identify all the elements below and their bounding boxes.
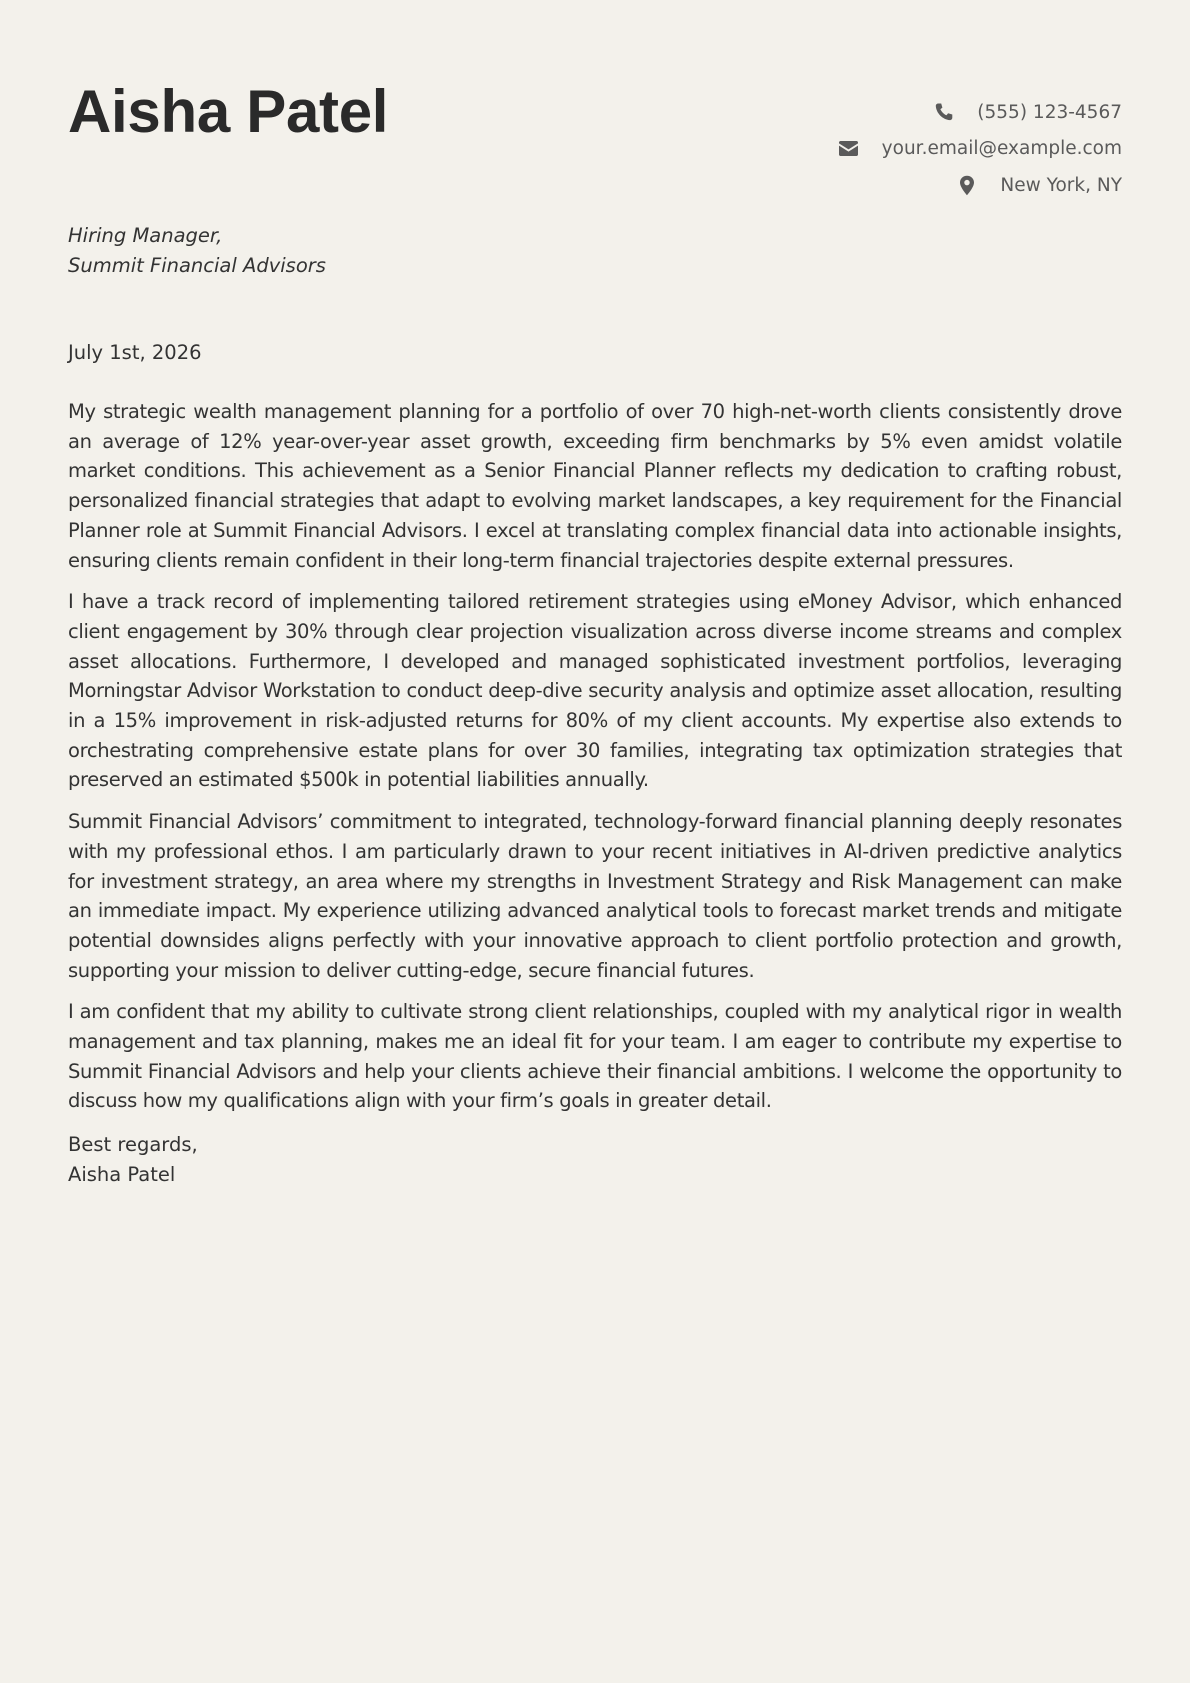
body-paragraph-4: I am confident that my ability to cultivate strong client relationships, coupled with my analytical rigor in wealth management and tax planning, makes me an ideal fit for your team. I am eager to contribute my expertise to Summit Financial Advisors and help your clients achieve their financial ambitions. I welcome the opportunity to discuss how my qualifications align with your firm’s goals in greater detail. <box>68 1000 1122 1113</box>
letter-closing <box>68 1130 1122 1189</box>
phone-number[interactable]: (555) 123-4567 <box>977 101 1122 123</box>
body-paragraph-2: I have a track record of implementing tailored retirement strategies using eMoney Advisor, which enhanced client engagement by 30% through clear projection visualization across diverse income streams and complex asset allocations. Furthermore, I developed and managed sophisticated investment portfolios, leveraging Morningstar Advisor Workstation to conduct deep-dive security analysis and optimize asset allocation, resulting in a 15% improvement in risk-adjusted returns for 80% of my client accounts. My expertise also extends to orchestrating comprehensive estate plans for over 30 families, integrating tax optimization strategies that preserved an estimated $500k in potential liabilities annually. <box>68 590 1122 792</box>
map-pin-icon <box>956 174 978 196</box>
envelope-icon <box>838 138 860 160</box>
recipient-title: Hiring Manager, <box>68 224 223 247</box>
contact-email <box>702 131 1122 168</box>
letter-body <box>68 397 1122 1116</box>
recipient-company: Summit Financial Advisors <box>68 254 326 277</box>
phone-icon <box>933 101 955 123</box>
contact-location <box>702 167 1122 204</box>
applicant-name: Aisha Patel <box>68 78 389 145</box>
letter-date: July 1st, 2026 <box>68 341 202 364</box>
closing-salutation: Best regards, <box>68 1133 198 1157</box>
contact-block <box>702 94 1122 204</box>
closing-signature: Aisha Patel <box>68 1162 176 1186</box>
recipient-block <box>68 221 1122 281</box>
email-address[interactable]: your.email@example.com <box>881 138 1122 160</box>
letter-header <box>68 0 1122 210</box>
body-paragraph-3: Summit Financial Advisors’ commitment to integrated, technology-forward financial planning deeply resonates with my professional ethos. I am particularly drawn to your recent initiatives in AI-driven predictive analytics for investment strategy, an area where my strengths in Investment Strategy and Risk Management can make an immediate impact. My experience utilizing advanced analytical tools to forecast market trends and mitigate potential downsides aligns perfectly with your innovative approach to client portfolio protection and growth, supporting your mission to deliver cutting-edge, secure financial futures. <box>68 810 1122 982</box>
contact-phone <box>702 94 1122 131</box>
location-text: New York, NY <box>1000 174 1122 196</box>
body-paragraph-1: My strategic wealth management planning for a portfolio of over 70 high-net-worth clients consistently drove an average of 12% year-over-year asset growth, exceeding firm benchmarks by 5% even amidst volatile market conditions. This achievement as a Senior Financial Planner reflects my dedication to crafting robust, personalized financial strategies that adapt to evolving market landscapes, a key requirement for the Financial Planner role at Summit Financial Advisors. I excel at translating complex financial data into actionable insights, ensuring clients remain confident in their long-term financial trajectories despite external pressures. <box>68 400 1122 572</box>
